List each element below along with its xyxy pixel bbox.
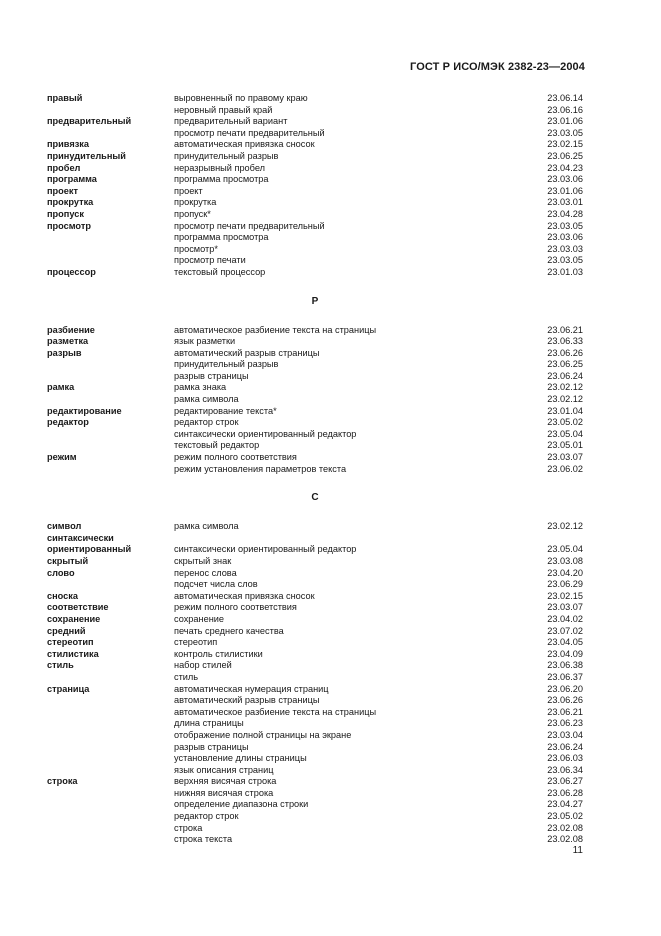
index-code: 23.06.16 xyxy=(547,104,583,115)
index-row xyxy=(47,336,583,348)
index-row xyxy=(47,209,583,221)
index-row xyxy=(47,626,583,638)
index-row xyxy=(47,544,583,556)
index-phrase: строка текста xyxy=(174,834,233,845)
index-row xyxy=(47,707,583,719)
section-letter: С xyxy=(311,492,319,504)
index-phrase: длина страницы xyxy=(174,718,244,729)
index-row xyxy=(47,197,583,209)
index-phrase: автоматическая привязка сносок xyxy=(174,139,315,150)
index-phrase: определение диапазона строки xyxy=(174,799,309,810)
index-phrase: рамка знака xyxy=(174,382,227,393)
index-code: 23.03.07 xyxy=(547,602,583,613)
index-term: слово xyxy=(47,567,75,578)
index-row xyxy=(47,823,583,835)
index-row xyxy=(47,163,583,175)
index-row xyxy=(47,186,583,198)
index-phrase: прокрутка xyxy=(174,197,217,208)
index-term: прокрутка xyxy=(47,197,94,208)
index-code: 23.07.02 xyxy=(547,625,583,636)
index-phrase: стереотип xyxy=(174,637,218,648)
index-code: 23.01.04 xyxy=(547,405,583,416)
index-phrase: текстовый редактор xyxy=(174,440,260,451)
index-row xyxy=(47,221,583,233)
index-code: 23.03.05 xyxy=(547,127,583,138)
index-term: просмотр xyxy=(47,220,91,231)
index-code: 23.04.05 xyxy=(547,637,583,648)
index-term: синтаксически xyxy=(47,532,114,543)
index-phrase: набор стилей xyxy=(174,660,232,671)
index-code: 23.06.29 xyxy=(547,579,583,590)
index-term: сохранение xyxy=(47,613,101,624)
index-code: 23.06.03 xyxy=(547,753,583,764)
index-code: 23.03.01 xyxy=(547,197,583,208)
index-row xyxy=(47,556,583,568)
index-row xyxy=(47,684,583,696)
index-phrase: текстовый процессор xyxy=(174,266,266,277)
index-phrase: просмотр печати предварительный xyxy=(174,220,325,231)
index-code: 23.06.34 xyxy=(547,764,583,775)
index-code: 23.03.05 xyxy=(547,255,583,266)
index-code: 23.03.04 xyxy=(547,729,583,740)
index-code: 23.03.06 xyxy=(547,232,583,243)
index-row xyxy=(47,788,583,800)
index-code: 23.05.01 xyxy=(547,440,583,451)
index-term: принудительный xyxy=(47,150,126,161)
index-term: соответствие xyxy=(47,602,109,613)
index-row xyxy=(47,834,583,846)
index-term: процессор xyxy=(47,266,96,277)
index-row xyxy=(47,359,583,371)
index-phrase: неразрывный пробел xyxy=(174,162,265,173)
index-phrase: язык разметки xyxy=(174,336,236,347)
index-code: 23.06.02 xyxy=(547,463,583,474)
index-phrase: автоматический разрыв страницы xyxy=(174,347,320,358)
index-code: 23.03.03 xyxy=(547,243,583,254)
document-header: ГОСТ Р ИСО/МЭК 2382-23—2004 xyxy=(410,61,585,73)
index-phrase: автоматическое разбиение текста на страницы xyxy=(174,706,377,717)
index-row xyxy=(47,765,583,777)
index-phrase: просмотр печати предварительный xyxy=(174,127,325,138)
index-phrase: предварительный вариант xyxy=(174,116,288,127)
index-row xyxy=(47,93,583,105)
index-term: пропуск xyxy=(47,208,84,219)
index-term: проект xyxy=(47,185,78,196)
index-row xyxy=(47,614,583,626)
index-phrase: программа просмотра xyxy=(174,232,269,243)
index-row xyxy=(47,371,583,383)
index-phrase: выровненный по правому краю xyxy=(174,93,308,103)
index-row xyxy=(47,116,583,128)
index-code: 23.01.06 xyxy=(547,116,583,127)
index-row xyxy=(47,452,583,464)
index-row xyxy=(47,533,583,545)
index-term: стилистика xyxy=(47,648,99,659)
index-row xyxy=(47,128,583,140)
index-phrase: отображение полной страницы на экране xyxy=(174,729,352,740)
index-row xyxy=(47,255,583,267)
index-row xyxy=(47,244,583,256)
index-term: скрытый xyxy=(47,556,89,566)
index-phrase: установление длины страницы xyxy=(174,753,307,764)
index-row xyxy=(47,742,583,754)
index-term: стиль xyxy=(47,660,74,671)
index-phrase: контроль стилистики xyxy=(174,648,263,659)
index-phrase: просмотр печати xyxy=(174,255,246,266)
index-code: 23.06.20 xyxy=(547,683,583,694)
index-row xyxy=(47,811,583,823)
index-code: 23.03.07 xyxy=(547,452,583,463)
index-row xyxy=(47,325,583,337)
index-row xyxy=(47,394,583,406)
index-code: 23.04.27 xyxy=(547,799,583,810)
index-code: 23.02.08 xyxy=(547,834,583,845)
index-row xyxy=(47,660,583,672)
index-row xyxy=(47,695,583,707)
index-phrase: автоматическая привязка сносок xyxy=(174,590,315,601)
index-phrase: перенос слова xyxy=(174,567,237,578)
index-section xyxy=(47,279,583,476)
index-row xyxy=(47,417,583,429)
index-code: 23.01.03 xyxy=(547,266,583,277)
index-section xyxy=(47,475,583,846)
index-phrase: стиль xyxy=(174,671,199,682)
index-row xyxy=(47,406,583,418)
index-code: 23.06.33 xyxy=(547,336,583,347)
index-code: 23.06.28 xyxy=(547,787,583,798)
index-row xyxy=(47,151,583,163)
index-term: страница xyxy=(47,683,90,694)
index-code: 23.04.02 xyxy=(547,613,583,624)
index-code: 23.06.25 xyxy=(547,359,583,370)
index-row xyxy=(47,637,583,649)
index-phrase: редактирование текста* xyxy=(174,405,277,416)
index-term: разрыв xyxy=(47,347,82,358)
index-phrase: программа просмотра xyxy=(174,174,269,185)
index-row xyxy=(47,348,583,360)
index-code: 23.04.23 xyxy=(547,162,583,173)
index-term: разметка xyxy=(47,336,89,347)
index-code: 23.05.04 xyxy=(547,544,583,555)
index-code: 23.02.15 xyxy=(547,590,583,601)
index-code: 23.02.08 xyxy=(547,822,583,833)
index-code: 23.06.27 xyxy=(547,776,583,787)
index-code: 23.04.09 xyxy=(547,648,583,659)
index-row xyxy=(47,440,583,452)
index-row xyxy=(47,232,583,244)
index-code: 23.02.12 xyxy=(547,521,583,532)
index-phrase: рамка символа xyxy=(174,521,239,532)
index-phrase: разрыв страницы xyxy=(174,370,249,381)
index-code: 23.06.37 xyxy=(547,671,583,682)
index-row xyxy=(47,579,583,591)
index-row xyxy=(47,568,583,580)
index-term: редактирование xyxy=(47,405,122,416)
index-phrase: автоматический разрыв страницы xyxy=(174,695,320,706)
section-letter: Р xyxy=(311,295,319,307)
index-code: 23.06.24 xyxy=(547,370,583,381)
index-row xyxy=(47,591,583,603)
index-term: режим xyxy=(47,452,77,463)
index-phrase: пропуск* xyxy=(174,208,211,219)
index-term: средний xyxy=(47,625,86,636)
index-row xyxy=(47,718,583,730)
index-code: 23.03.05 xyxy=(547,220,583,231)
index-phrase: печать среднего качества xyxy=(174,625,284,636)
index-row xyxy=(47,602,583,614)
index-term: редактор xyxy=(47,417,89,428)
index-code: 23.03.06 xyxy=(547,174,583,185)
index-code: 23.06.24 xyxy=(547,741,583,752)
index-phrase: принудительный разрыв xyxy=(174,150,279,161)
index-term: программа xyxy=(47,174,97,185)
index-code: 23.02.15 xyxy=(547,139,583,150)
index-phrase: строка xyxy=(174,822,203,833)
index-row xyxy=(47,267,583,279)
index-phrase: режим полного соответствия xyxy=(174,452,297,463)
index-row xyxy=(47,799,583,811)
index-phrase: подсчет числа слов xyxy=(174,579,258,590)
term-index xyxy=(47,93,583,846)
index-phrase: сохранение xyxy=(174,613,225,624)
index-code: 23.03.08 xyxy=(547,556,583,566)
index-phrase: верхняя висячая строка xyxy=(174,776,277,787)
index-term: рамка xyxy=(47,382,75,393)
index-code: 23.06.23 xyxy=(547,718,583,729)
index-phrase: режим полного соответствия xyxy=(174,602,297,613)
index-phrase: разрыв страницы xyxy=(174,741,249,752)
index-code: 23.06.25 xyxy=(547,150,583,161)
index-term: правый xyxy=(47,93,83,103)
index-code: 23.04.28 xyxy=(547,208,583,219)
index-term: пробел xyxy=(47,162,81,173)
index-term: строка xyxy=(47,776,78,787)
index-phrase: синтаксически ориентированный редактор xyxy=(174,428,357,439)
index-phrase: проект xyxy=(174,185,203,196)
index-phrase: рамка символа xyxy=(174,394,239,405)
index-term: предварительный xyxy=(47,116,132,127)
index-term: сноска xyxy=(47,590,78,601)
index-row xyxy=(47,776,583,788)
index-term: разбиение xyxy=(47,324,95,335)
index-row xyxy=(47,753,583,765)
index-section xyxy=(47,93,583,279)
index-term: ориентированный xyxy=(47,544,132,555)
index-row xyxy=(47,139,583,151)
index-row xyxy=(47,730,583,742)
index-code: 23.05.02 xyxy=(547,811,583,822)
index-code: 23.06.38 xyxy=(547,660,583,671)
index-term: стереотип xyxy=(47,637,94,648)
index-code: 23.06.21 xyxy=(547,324,583,335)
index-code: 23.06.26 xyxy=(547,695,583,706)
index-code: 23.05.04 xyxy=(547,428,583,439)
index-phrase: автоматическое разбиение текста на страницы xyxy=(174,324,377,335)
index-phrase: просмотр* xyxy=(174,243,218,254)
index-row xyxy=(47,672,583,684)
index-row xyxy=(47,521,583,533)
index-phrase: язык описания страниц xyxy=(174,764,274,775)
index-code: 23.01.06 xyxy=(547,185,583,196)
index-phrase: принудительный разрыв xyxy=(174,359,279,370)
index-code: 23.02.12 xyxy=(547,394,583,405)
index-row xyxy=(47,429,583,441)
index-phrase: режим установления параметров текста xyxy=(174,463,347,474)
index-code: 23.06.14 xyxy=(547,93,583,103)
index-row xyxy=(47,105,583,117)
index-row xyxy=(47,174,583,186)
index-code: 23.06.26 xyxy=(547,347,583,358)
index-phrase: автоматическая нумерация страниц xyxy=(174,683,329,694)
index-code: 23.04.20 xyxy=(547,567,583,578)
index-row xyxy=(47,382,583,394)
index-term: символ xyxy=(47,521,82,532)
index-code: 23.06.21 xyxy=(547,706,583,717)
index-phrase: редактор строк xyxy=(174,811,239,822)
index-phrase: нижняя висячая строка xyxy=(174,787,274,798)
index-row xyxy=(47,649,583,661)
index-phrase: неровный правый край xyxy=(174,104,273,115)
index-code: 23.02.12 xyxy=(547,382,583,393)
index-phrase: редактор строк xyxy=(174,417,239,428)
index-phrase: скрытый знак xyxy=(174,556,232,566)
page-number: 11 xyxy=(572,845,583,856)
index-row xyxy=(47,464,583,476)
index-code: 23.05.02 xyxy=(547,417,583,428)
index-term: привязка xyxy=(47,139,89,150)
index-phrase: синтаксически ориентированный редактор xyxy=(174,544,357,555)
